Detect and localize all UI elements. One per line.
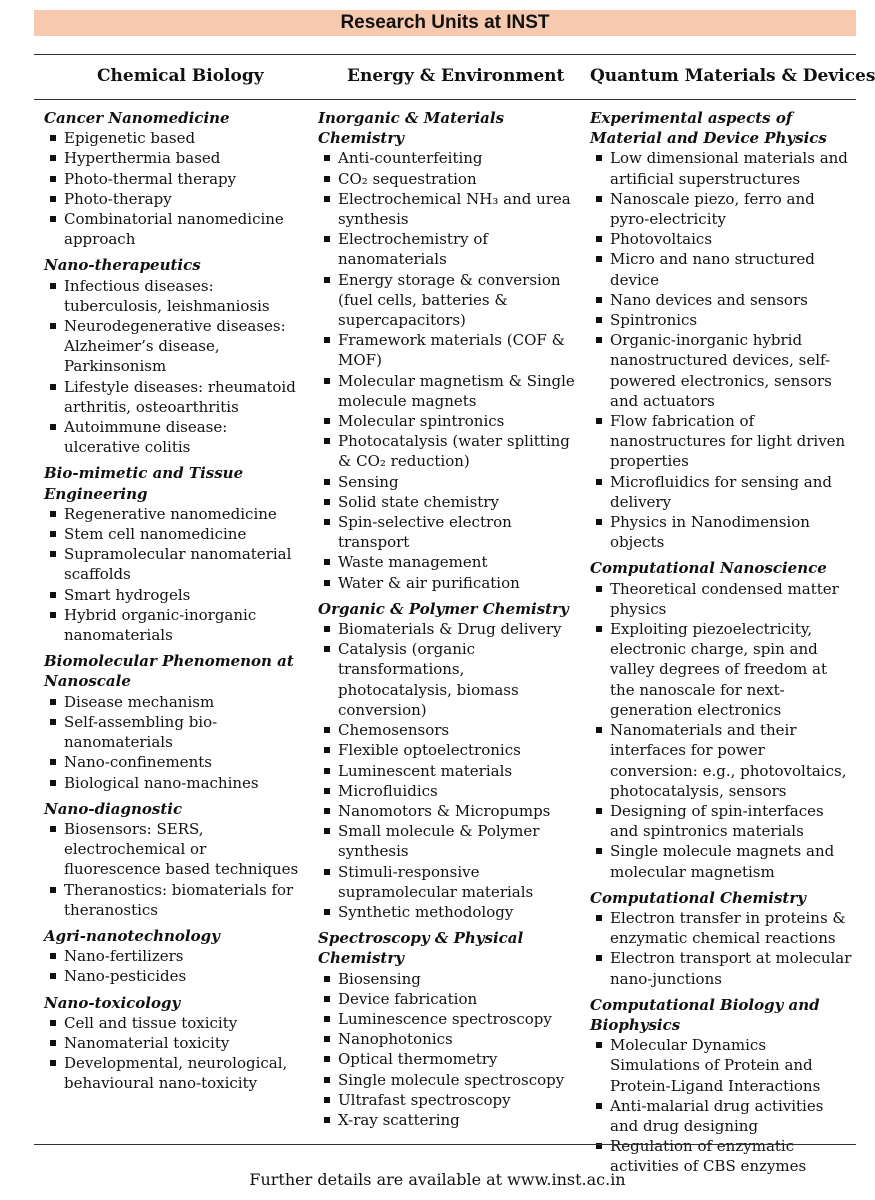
topic-item: Molecular Dynamics Simulations of Protein and Protein-Ligand Interactions xyxy=(590,1035,856,1096)
topic-item: Nanomaterial toxicity xyxy=(44,1033,304,1053)
topic-item: Electron transport at molecular nano-junctions xyxy=(590,948,856,988)
page-title: Research Units at INST xyxy=(34,10,856,36)
topic-item: Neurodegenerative diseases: Alzheimer’s disease, Parkinsonism xyxy=(44,316,304,377)
topic-item: Cell and tissue toxicity xyxy=(44,1013,304,1033)
topic-item: Water & air purification xyxy=(318,573,580,593)
section-title: Agri-nanotechnology xyxy=(44,926,220,945)
topic-item: Single molecule magnets and molecular magnetism xyxy=(590,841,856,881)
topic-list xyxy=(318,619,580,922)
research-section xyxy=(44,799,304,920)
topic-item: Physics in Nanodimension objects xyxy=(590,512,856,552)
topic-item: CO₂ sequestration xyxy=(318,169,580,189)
topic-list xyxy=(44,276,304,458)
topic-list xyxy=(318,969,580,1131)
topic-item: Combinatorial nanomedicine approach xyxy=(44,209,304,249)
divider-bottom xyxy=(34,1144,856,1145)
topic-item: Synthetic methodology xyxy=(318,902,580,922)
topic-item: Nano-pesticides xyxy=(44,966,304,986)
section-title: Spectroscopy & Physical Chemistry xyxy=(318,929,524,968)
topic-item: Nano devices and sensors xyxy=(590,290,856,310)
section-title: Nano-therapeutics xyxy=(44,256,201,275)
topic-item: Hybrid organic-inorganic nanomaterials xyxy=(44,605,304,645)
footer-note: Further details are available at www.inst.ac.in xyxy=(249,1170,626,1189)
topic-item: Hyperthermia based xyxy=(44,148,304,168)
column-quantum-materials xyxy=(590,108,856,1183)
section-title: Cancer Nanomedicine xyxy=(44,109,230,127)
topic-item: Anti-counterfeiting xyxy=(318,148,580,168)
column-chemical-biology xyxy=(44,108,304,1100)
topic-item: Biosensing xyxy=(318,969,580,989)
topic-item: Nanomaterials and their interfaces for power conversion: e.g., photovoltaics, photocatalysis, sensors xyxy=(590,720,856,801)
topic-item: Nanoscale piezo, ferro and pyro-electricity xyxy=(590,189,856,229)
section-title: Computational Biology and Biophysics xyxy=(590,995,820,1034)
topic-item: Supramolecular nanomaterial scaffolds xyxy=(44,544,304,584)
topic-item: Regenerative nanomedicine xyxy=(44,504,304,524)
topic-list xyxy=(590,148,856,552)
topic-item: Ultrafast spectroscopy xyxy=(318,1090,580,1110)
topic-item: Photocatalysis (water splitting & CO₂ reduction) xyxy=(318,431,580,471)
topic-item: Device fabrication xyxy=(318,989,580,1009)
topic-list xyxy=(590,908,856,989)
column-energy-environment xyxy=(318,108,580,1136)
topic-item: Luminescence spectroscopy xyxy=(318,1009,580,1029)
topic-list xyxy=(44,946,304,986)
topic-item: Waste management xyxy=(318,552,580,572)
topic-item: Micro and nano structured device xyxy=(590,249,856,289)
topic-item: Biosensors: SERS, electrochemical or fluorescence based techniques xyxy=(44,819,304,880)
topic-item: Molecular spintronics xyxy=(318,411,580,431)
research-section xyxy=(590,558,856,881)
section-title: Experimental aspects of Material and Device Physics xyxy=(590,109,827,148)
topic-item: Electrochemistry of nanomaterials xyxy=(318,229,580,269)
topic-item: Epigenetic based xyxy=(44,128,304,148)
research-section xyxy=(44,255,304,457)
topic-item: Regulation of enzymatic activities of CBS enzymes xyxy=(590,1136,856,1176)
topic-item: Stimuli-responsive supramolecular materials xyxy=(318,862,580,902)
topic-item: Microfluidics for sensing and delivery xyxy=(590,472,856,512)
section-title: Bio-mimetic and Tissue Engineering xyxy=(44,464,244,503)
topic-item: X-ray scattering xyxy=(318,1110,580,1130)
section-title: Biomolecular Phenomenon at Nanoscale xyxy=(44,652,294,691)
research-section xyxy=(44,651,304,792)
topic-item: Theoretical condensed matter physics xyxy=(590,579,856,619)
research-section xyxy=(318,599,580,922)
topic-item: Sensing xyxy=(318,472,580,492)
topic-item: Catalysis (organic transformations, photocatalysis, biomass conversion) xyxy=(318,639,580,720)
topic-item: Energy storage & conversion (fuel cells, batteries & supercapacitors) xyxy=(318,270,580,331)
topic-item: Exploiting piezoelectricity, electronic charge, spin and valley degrees of freedom at the nanoscale for next-generation electronics xyxy=(590,619,856,720)
research-section xyxy=(318,108,580,593)
research-section xyxy=(44,993,304,1094)
topic-item: Small molecule & Polymer synthesis xyxy=(318,821,580,861)
topic-item: Developmental, neurological, behavioural nano-toxicity xyxy=(44,1053,304,1093)
topic-item: Chemosensors xyxy=(318,720,580,740)
topic-item: Organic-inorganic hybrid nanostructured devices, self-powered electronics, sensors and actuators xyxy=(590,330,856,411)
topic-item: Lifestyle diseases: rheumatoid arthritis, osteoarthritis xyxy=(44,377,304,417)
section-title: Computational Nanoscience xyxy=(590,559,827,578)
topic-item: Photo-therapy xyxy=(44,189,304,209)
section-title: Organic & Polymer Chemistry xyxy=(318,599,569,618)
topic-item: Single molecule spectroscopy xyxy=(318,1070,580,1090)
topic-item: Electron transfer in proteins & enzymatic chemical reactions xyxy=(590,908,856,948)
research-section xyxy=(44,463,304,645)
research-section xyxy=(590,888,856,989)
topic-item: Infectious diseases: tuberculosis, leishmaniosis xyxy=(44,276,304,316)
research-section xyxy=(318,928,580,1130)
topic-item: Biological nano-machines xyxy=(44,773,304,793)
topic-item: Nano-confinements xyxy=(44,752,304,772)
topic-list xyxy=(44,128,304,249)
topic-item: Autoimmune disease: ulcerative colitis xyxy=(44,417,304,457)
research-section xyxy=(590,108,856,552)
topic-item: Disease mechanism xyxy=(44,692,304,712)
topic-item: Biomaterials & Drug delivery xyxy=(318,619,580,639)
divider-top xyxy=(34,54,856,55)
research-section xyxy=(44,926,304,987)
topic-item: Spin-selective electron transport xyxy=(318,512,580,552)
topic-item: Photo-thermal therapy xyxy=(44,169,304,189)
topic-item: Nanomotors & Micropumps xyxy=(318,801,580,821)
topic-list xyxy=(44,819,304,920)
topic-item: Solid state chemistry xyxy=(318,492,580,512)
topic-item: Optical thermometry xyxy=(318,1049,580,1069)
research-section xyxy=(44,108,304,249)
topic-list xyxy=(318,148,580,592)
topic-item: Stem cell nanomedicine xyxy=(44,524,304,544)
topic-item: Anti-malarial drug activities and drug designing xyxy=(590,1096,856,1136)
topic-item: Electrochemical NH₃ and urea synthesis xyxy=(318,189,580,229)
topic-item: Luminescent materials xyxy=(318,761,580,781)
section-title: Inorganic & Materials Chemistry xyxy=(318,109,505,148)
column-heading-energy-environment: Energy & Environment xyxy=(347,66,565,86)
topic-item: Nano-fertilizers xyxy=(44,946,304,966)
topic-item: Nanophotonics xyxy=(318,1029,580,1049)
topic-list xyxy=(590,1035,856,1176)
column-heading-quantum-materials: Quantum Materials & Devices xyxy=(590,66,875,86)
topic-item: Low dimensional materials and artificial superstructures xyxy=(590,148,856,188)
topic-list xyxy=(590,579,856,882)
topic-item: Designing of spin-interfaces and spintronics materials xyxy=(590,801,856,841)
section-title: Nano-diagnostic xyxy=(44,799,183,818)
topic-item: Photovoltaics xyxy=(590,229,856,249)
section-title: Computational Chemistry xyxy=(590,888,806,907)
topic-item: Microfluidics xyxy=(318,781,580,801)
topic-item: Self-assembling bio-nanomaterials xyxy=(44,712,304,752)
topic-item: Spintronics xyxy=(590,310,856,330)
topic-list xyxy=(44,692,304,793)
topic-item: Molecular magnetism & Single molecule magnets xyxy=(318,371,580,411)
topic-list xyxy=(44,1013,304,1094)
column-heading-chemical-biology: Chemical Biology xyxy=(97,66,264,86)
section-title: Nano-toxicology xyxy=(44,993,181,1012)
research-section xyxy=(590,995,856,1177)
topic-item: Flow fabrication of nanostructures for light driven properties xyxy=(590,411,856,472)
topic-item: Framework materials (COF & MOF) xyxy=(318,330,580,370)
topic-item: Smart hydrogels xyxy=(44,585,304,605)
topic-list xyxy=(44,504,304,645)
divider-header xyxy=(34,99,856,100)
topic-item: Theranostics: biomaterials for theranostics xyxy=(44,880,304,920)
topic-item: Flexible optoelectronics xyxy=(318,740,580,760)
